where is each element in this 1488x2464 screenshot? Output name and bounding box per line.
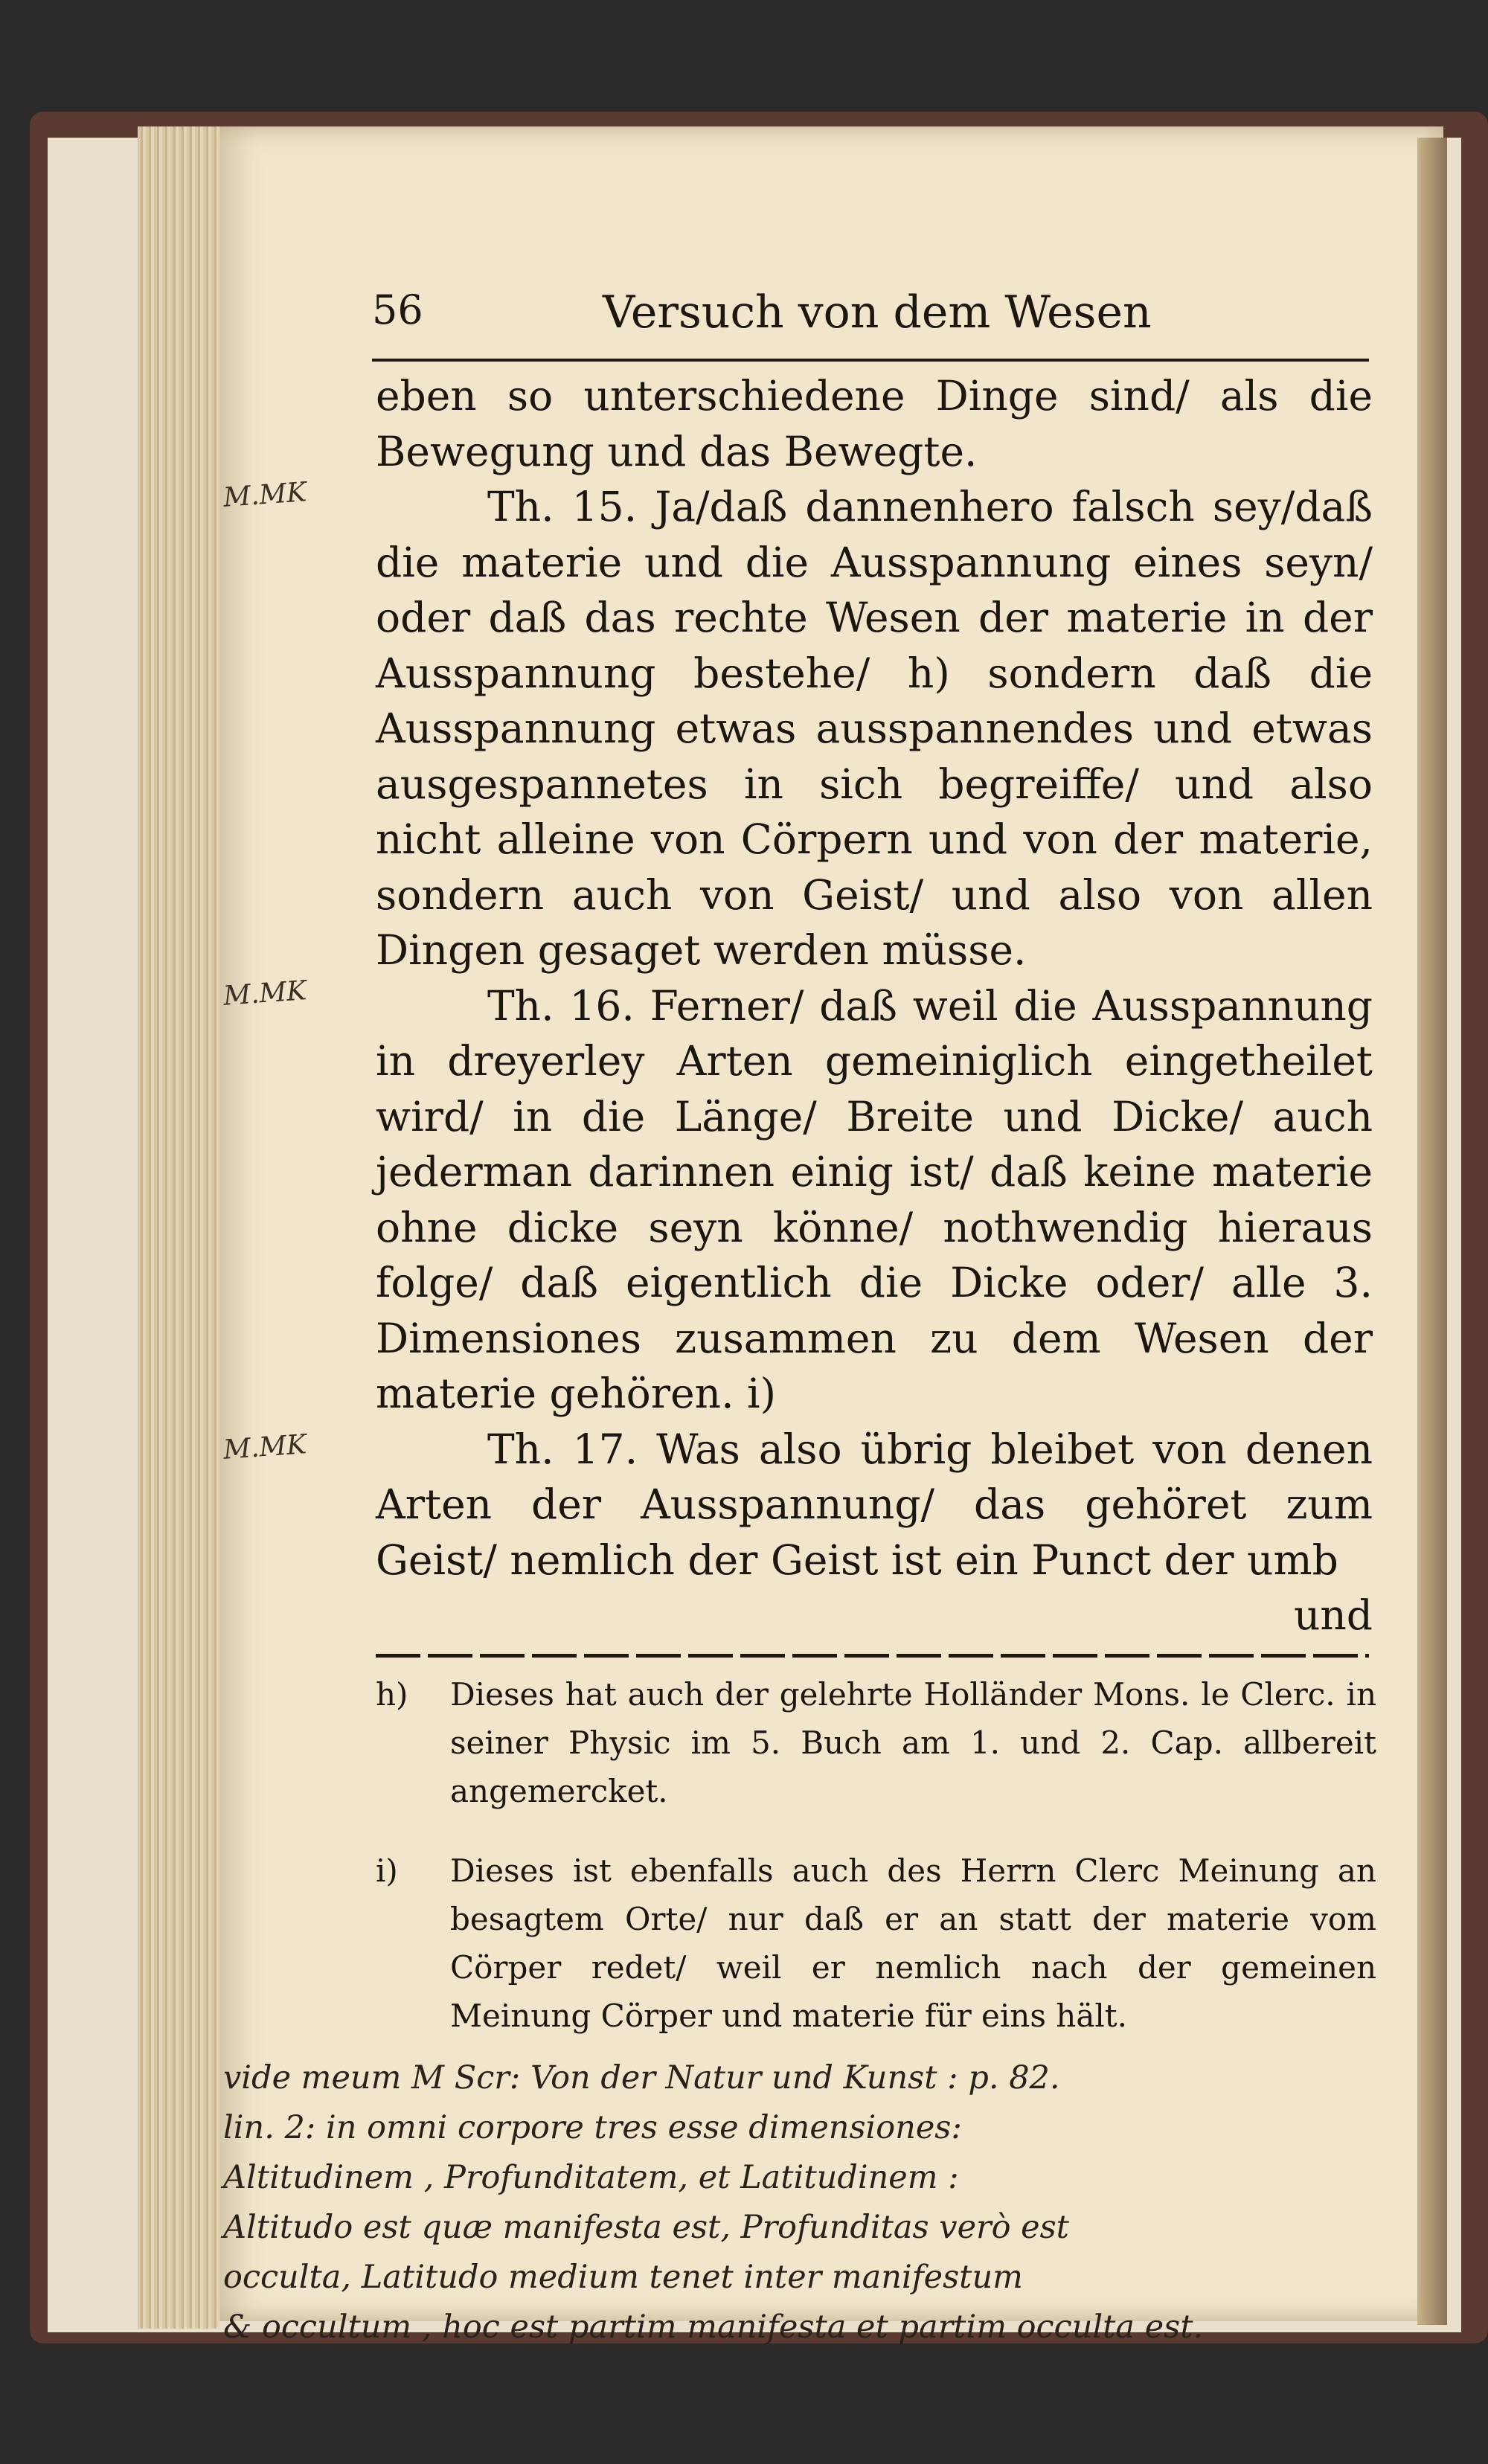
footnote-marker: h)	[376, 1676, 408, 1713]
header-rule	[372, 359, 1369, 362]
footnotes	[376, 1670, 1376, 2071]
handwritten-annotation	[223, 2053, 1428, 2352]
page-edges	[138, 126, 219, 2329]
handwritten-line: vide meum M Scr: Von der Natur und Kunst : p. 82.	[223, 2059, 1060, 2096]
handwritten-line: Altitudo est quæ manifesta est, Profunditas verò est	[223, 2209, 1069, 2246]
catchword: und	[1293, 1591, 1373, 1639]
running-title: Versuch von dem Wesen	[603, 286, 1152, 339]
footnote-marker: i)	[376, 1852, 398, 1889]
continuation-paragraph: eben so unterschiedene Dinge sind/ als die Bewegung und das Bewegte.	[376, 372, 1373, 475]
book-gutter	[1417, 138, 1447, 2325]
paragraph-th15: Th. 15. Ja/daß dannenhero falsch sey/daß die materie und die Ausspannung eines seyn/ oder daß das rechte Wesen der materie in der Ausspannung bestehe/ h) sondern daß die Ausspannung etwas ausspannendes und etwas ausgespannetes in sich begreiffe/ und also nicht alleine von Cörpern und von der materie, sondern auch von Geist/ und also von allen Dingen gesaget werden müsse.	[376, 483, 1373, 974]
handwritten-line: lin. 2: in omni corpore tres esse dimensiones:	[223, 2109, 962, 2146]
handwritten-line: & occultum , hoc est partim manifesta et partim occulta est.	[223, 2309, 1204, 2346]
paragraph-th16: Th. 16. Ferner/ daß weil die Ausspannung in dreyerley Arten gemeiniglich eingetheilet wird/ in die Länge/ Breite und Dicke/ auch jederman darinnen einig ist/ daß keine materie ohne dicke seyn könne/ nothwendig hieraus folge/ daß eigentlich die Dicke oder/ alle 3. Dimensiones zusammen zu dem Wesen der materie gehören. i)	[376, 981, 1373, 1417]
main-text	[376, 368, 1373, 1643]
footnote-h	[376, 1670, 1376, 1815]
margin-note: M.MK	[222, 975, 308, 1012]
paragraph-th17: Th. 17. Was also übrig bleibet von denen Arten der Ausspannung/ das gehöret zum Geist/ nemlich der Geist ist ein Punct der umb	[376, 1425, 1373, 1584]
footnote-rule	[376, 1654, 1369, 1658]
footnote-text: Dieses hat auch der gelehrte Holländer Mons. le Clerc. in seiner Physic im 5. Buch am 1. und 2. Cap. allbereit angemercket.	[450, 1676, 1376, 1809]
handwritten-line: Altitudinem , Profunditatem, et Latitudinem :	[223, 2159, 959, 2196]
margin-note: M.MK	[222, 1429, 308, 1466]
footnote-i	[376, 1847, 1376, 2040]
footnote-text: Dieses ist ebenfalls auch des Herrn Clerc Meinung an besagtem Orte/ nur daß er an statt der materie vom Cörper redet/ weil er nemlich nach der gemeinen Meinung Cörper und materie für eins hält.	[450, 1852, 1376, 2034]
margin-note: M.MK	[222, 477, 308, 513]
handwritten-line: occulta, Latitudo medium tenet inter manifestum	[223, 2259, 1023, 2296]
page-number: 56	[372, 286, 423, 333]
running-head	[372, 286, 1228, 353]
